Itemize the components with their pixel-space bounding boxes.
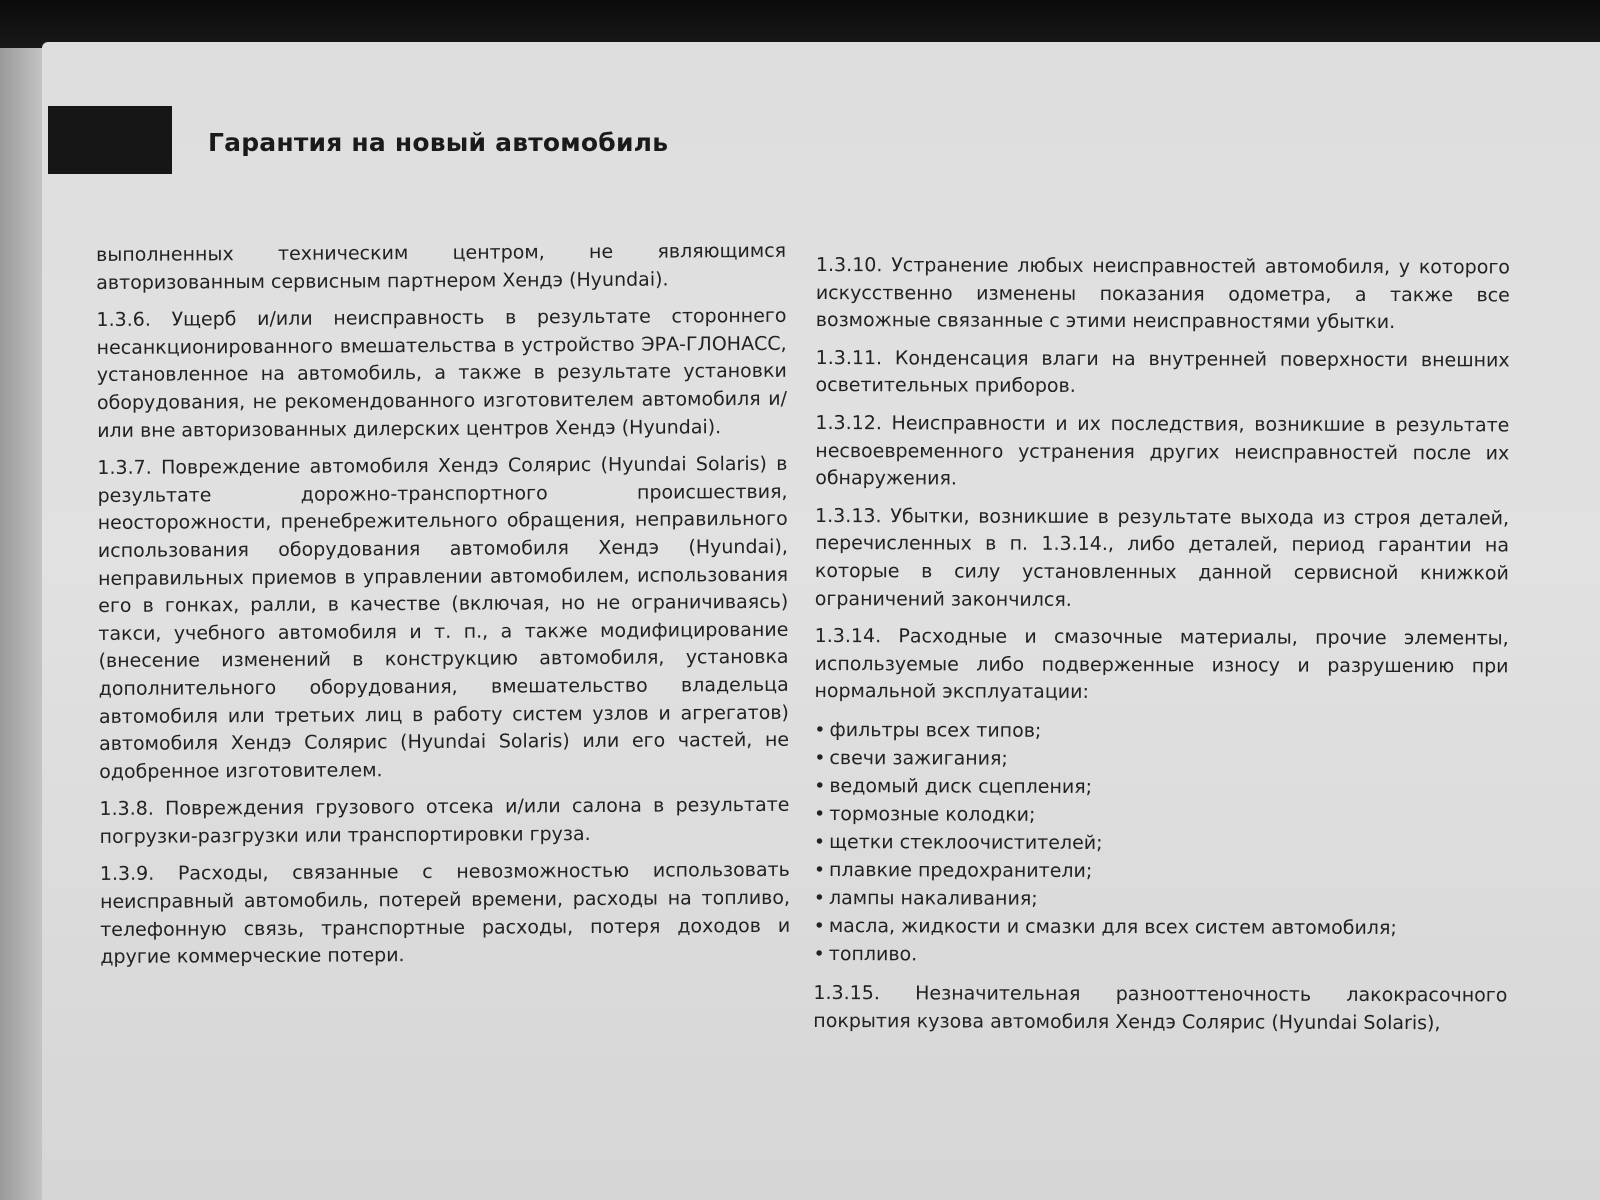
previous-page-edge — [0, 48, 48, 1200]
list-item: • ведомый диск сцепления; — [814, 772, 1508, 802]
paragraph-1-3-10: 1.3.10. Устранение любых неисправностей автомобиля, у которого искусственно изменены показания одометра, а также все возможные связанные с этими неисправностями убытки. — [815, 253, 1510, 334]
paragraph-continuation: выполненных техническим центром, не являющимся авторизованным сервисным партнером Хендэ (Hyundai). — [96, 239, 787, 294]
list-item: • тормозные колодки; — [814, 800, 1508, 830]
list-item: • щетки стеклоочистителей; — [814, 828, 1508, 858]
paragraph-1-3-14: 1.3.14. Расходные и смазочные материалы, прочие элементы, используемые либо подверженные износу и разрушению при нормальной эксплуатации: — [814, 625, 1509, 704]
header-black-bar — [48, 106, 172, 174]
paragraph-1-3-11: 1.3.11. Конденсация влаги на внутренней поверхности внешних осветительных приборов. — [815, 346, 1510, 398]
list-item: • масла, жидкости и смазки для всех систем автомобиля; — [814, 912, 1508, 942]
paragraph-1-3-15: 1.3.15. Незначительная разнооттеночность лакокрасочного покрытия кузова автомобиля Хендэ Солярис (Hyundai Solaris), — [813, 981, 1508, 1034]
right-column — [813, 252, 1510, 1048]
list-item: • топливо. — [814, 940, 1508, 970]
book-page — [42, 42, 1600, 1200]
list-item: • фильтры всех типов; — [814, 716, 1508, 746]
paragraph-1-3-13: 1.3.13. Убытки, возникшие в результате выхода из строя деталей, перечисленных в п. 1.3.14., либо деталей, период гарантии на которые в силу установленных данной сервисной книжкой ограничений закончился. — [814, 504, 1510, 611]
list-item: • лампы накаливания; — [814, 884, 1508, 914]
consumables-list — [814, 716, 1509, 970]
list-item: • плавкие предохранители; — [814, 856, 1508, 886]
paragraph-1-3-8: 1.3.8. Повреждения грузового отсека и/или салона в результате погрузки-разгрузки или транспортировки груза. — [99, 794, 790, 848]
paragraph-1-3-12: 1.3.12. Неисправности и их последствия, возникшие в результате несвоевременного устранения других неисправностей после их обнаружения. — [815, 411, 1510, 490]
list-item: • свечи зажигания; — [814, 744, 1508, 774]
paragraph-1-3-7: 1.3.7. Повреждение автомобиля Хендэ Солярис (Hyundai Solaris) в результате дорожно-транспортного происшествия, неосторожности, пренебрежительного обращения, неправильного использования оборудования автомобиля Хендэ (Hyundai), неправильных приемов в управлении автомобилем, использования его в гонках, ралли, в качестве (включая, но не ограничиваясь) такси, учебного автомобиля и т. п., а также модифицирование (внесение изменений в конструкцию автомобиля, установка дополнительного оборудования, вмешательство владельца автомобиля или третьих лиц в работу систем узлов и агрегатов) автомобиля Хендэ Солярис (Hyundai Solaris) или его частей, не одобренное изготовителем. — [97, 452, 790, 783]
page-title: Гарантия на новый автомобиль — [208, 128, 669, 157]
left-column — [96, 238, 791, 982]
paragraph-1-3-6: 1.3.6. Ущерб и/или неисправность в результате стороннего несанкционированного вмешательства в устройство ЭРА-ГЛОНАСС, установленное на автомобиль, а также в результате установки оборудования, не рекомендованного изготовителем автомобиля и/или вне авторизованных дилерских центров Хендэ (Hyundai). — [96, 304, 788, 442]
paragraph-1-3-9: 1.3.9. Расходы, связанные с невозможностью использовать неисправный автомобиль, потерей времени, расходы на топливо, телефонную связь, транспортные расходы, потеря доходов и другие коммерческие потери. — [99, 859, 791, 969]
